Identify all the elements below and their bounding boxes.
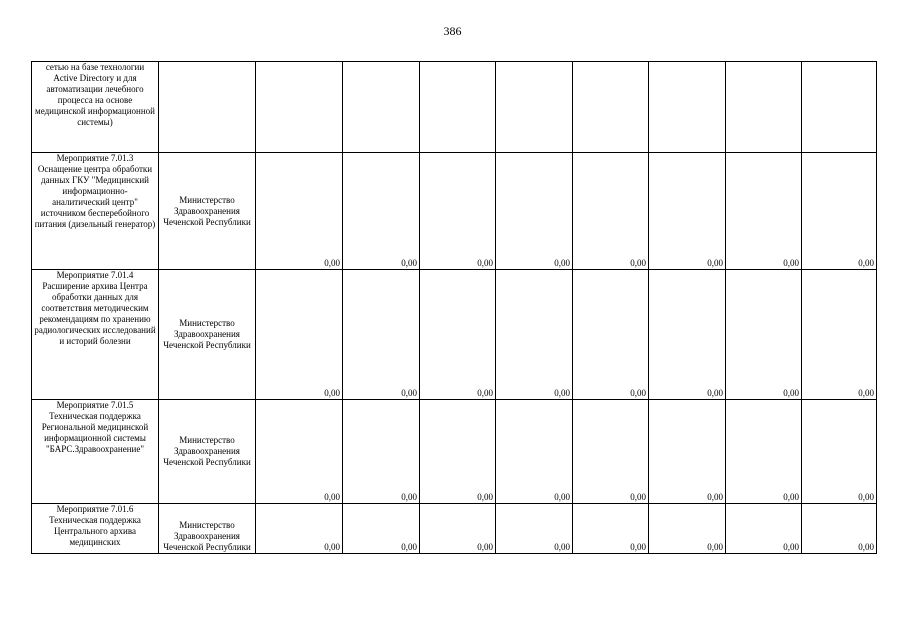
value-cell: 0,00: [573, 504, 649, 554]
table-row: [32, 62, 877, 153]
value-cell: 0,00: [726, 400, 802, 504]
value-cell: [256, 62, 343, 153]
value-cell: 0,00: [420, 270, 496, 400]
value-cell: 0,00: [649, 504, 726, 554]
value-cell: 0,00: [802, 400, 877, 504]
page-number: 386: [443, 24, 462, 38]
value-cell: 0,00: [420, 504, 496, 554]
value-cell: 0,00: [726, 504, 802, 554]
value-cell: 0,00: [573, 153, 649, 270]
value-cell: 0,00: [420, 153, 496, 270]
activity-description: сетью на базе технологии Active Directory и для автоматизации лечебного процесса на основе медицинской информационной системы): [32, 62, 159, 153]
activity-description: Мероприятие 7.01.3 Оснащение центра обработки данных ГКУ "Медицинский информационно-аналитический центр" источником бесперебойного питания (дизельный генератор): [32, 153, 159, 270]
value-cell: 0,00: [256, 400, 343, 504]
value-cell: 0,00: [256, 153, 343, 270]
value-cell: [573, 62, 649, 153]
value-cell: 0,00: [573, 400, 649, 504]
activity-description: Мероприятие 7.01.6 Техническая поддержка Центрального архива медицинских: [32, 504, 159, 554]
value-cell: 0,00: [496, 270, 573, 400]
value-cell: [649, 62, 726, 153]
value-cell: [496, 62, 573, 153]
value-cell: 0,00: [649, 270, 726, 400]
value-cell: 0,00: [802, 504, 877, 554]
table-row: [32, 153, 877, 270]
value-cell: [726, 62, 802, 153]
value-cell: 0,00: [343, 400, 420, 504]
value-cell: 0,00: [802, 270, 877, 400]
value-cell: 0,00: [726, 153, 802, 270]
value-cell: 0,00: [343, 270, 420, 400]
value-cell: [802, 62, 877, 153]
value-cell: 0,00: [726, 270, 802, 400]
value-cell: 0,00: [496, 153, 573, 270]
value-cell: 0,00: [649, 153, 726, 270]
responsible-executor: Министерство Здравоохранения Чеченской Республики: [159, 270, 256, 400]
value-cell: 0,00: [573, 270, 649, 400]
value-cell: 0,00: [343, 504, 420, 554]
budget-table: [31, 61, 877, 554]
activity-description: Мероприятие 7.01.5 Техническая поддержка Региональной медицинской информационной системы "БАРС.Здравоохранение": [32, 400, 159, 504]
table-row: [32, 400, 877, 504]
value-cell: 0,00: [256, 270, 343, 400]
value-cell: 0,00: [496, 504, 573, 554]
value-cell: 0,00: [649, 400, 726, 504]
responsible-executor: Министерство Здравоохранения Чеченской Республики: [159, 400, 256, 504]
responsible-executor: Министерство Здравоохранения Чеченской Республики: [159, 153, 256, 270]
value-cell: [420, 62, 496, 153]
table-row: [32, 504, 877, 554]
value-cell: 0,00: [343, 153, 420, 270]
value-cell: 0,00: [496, 400, 573, 504]
value-cell: 0,00: [420, 400, 496, 504]
value-cell: 0,00: [256, 504, 343, 554]
activity-description: Мероприятие 7.01.4 Расширение архива Центра обработки данных для соответствия методическим рекомендациям по хранению радиологических исследований и историй болезни: [32, 270, 159, 400]
value-cell: 0,00: [802, 153, 877, 270]
responsible-executor: Министерство Здравоохранения Чеченской Республики: [159, 504, 256, 554]
table-row: [32, 270, 877, 400]
responsible-executor: [159, 62, 256, 153]
value-cell: [343, 62, 420, 153]
